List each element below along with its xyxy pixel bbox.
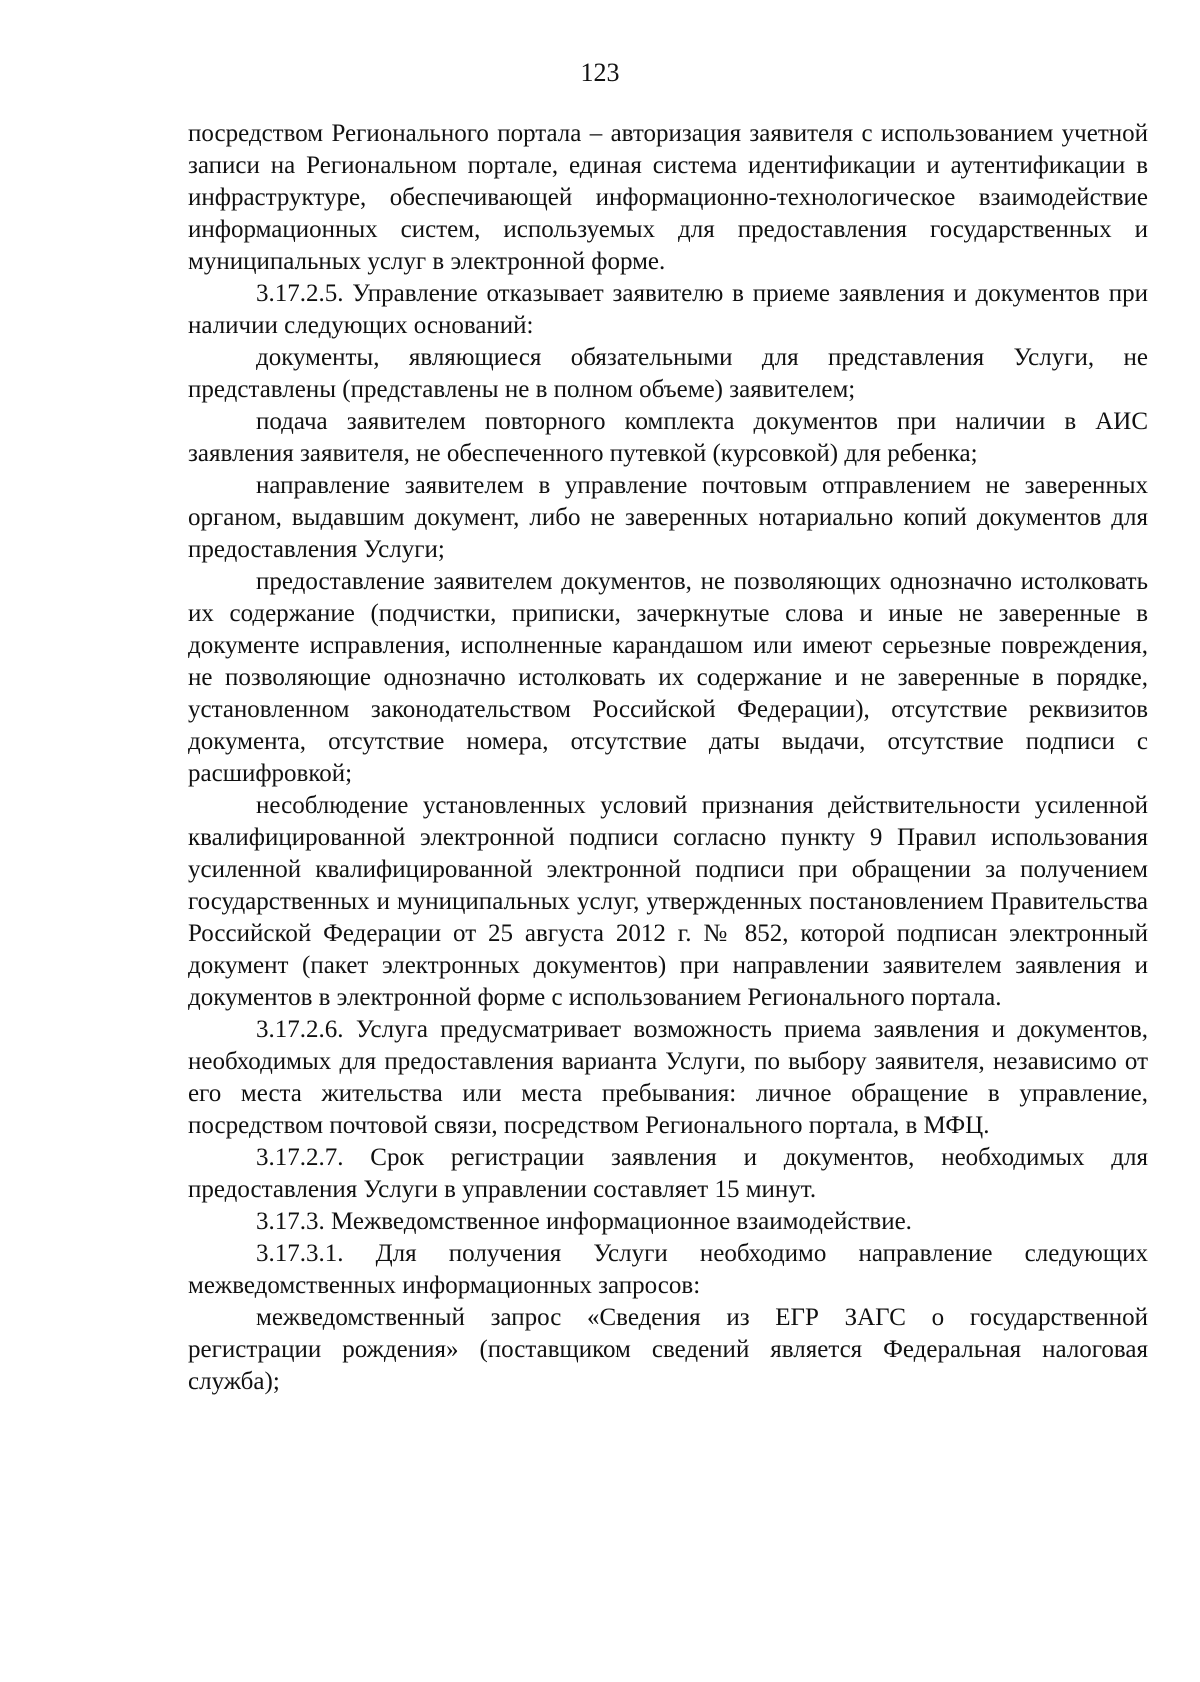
paragraph-refusal-uncertified-copies: направление заявителем в управление почтовым отправлением не заверенных органом, выдавшим документ, либо не заверенных нотариально копий документов для предоставления Услуги; (188, 472, 1148, 563)
paragraph-interagency-request-zags: межведомственный запрос «Сведения из ЕГР ЗАГС о государственной регистрации рождения» (поставщиком сведений является Федеральная налоговая служба); (188, 1304, 1148, 1395)
paragraph-portal-authorization: посредством Регионального портала – авторизация заявителя с использованием учетной записи на Региональном портале, единая система идентификации и аутентификации в инфраструктуре, обеспечивающей информационно-технологическое взаимодействие информационных систем, используемых для предоставления государственных и муниципальных услуг в электронной форме. (188, 120, 1148, 275)
paragraph-refusal-repeat-submission: подача заявителем повторного комплекта документов при наличии в АИС заявления заявителя, не обеспеченного путевкой (курсовкой) для ребенка; (188, 408, 1148, 467)
paragraph-3-17-2-5: 3.17.2.5. Управление отказывает заявителю в приеме заявления и документов при наличии следующих оснований: (188, 280, 1148, 339)
paragraph-refusal-signature-invalid: несоблюдение установленных условий признания действительности усиленной квалифицированной электронной подписи согласно пункту 9 Правил использования усиленной квалифицированной электронной подписи при обращении за получением государственных и муниципальных услуг, утвержденных постановлением Правительства Российской Федерации от 25 августа 2012 г. № 852, которой подписан электронный документ (пакет электронных документов) при направлении заявителем заявления и документов в электронной форме с использованием Регионального портала. (188, 792, 1148, 1011)
paragraph-3-17-3: 3.17.3. Межведомственное информационное взаимодействие. (256, 1208, 912, 1235)
paragraph-3-17-2-7: 3.17.2.7. Срок регистрации заявления и документов, необходимых для предоставления Услуги в управлении составляет 15 минут. (188, 1144, 1148, 1203)
paragraph-3-17-3-1: 3.17.3.1. Для получения Услуги необходимо направление следующих межведомственных информационных запросов: (188, 1240, 1148, 1299)
paragraph-3-17-2-6: 3.17.2.6. Услуга предусматривает возможность приема заявления и документов, необходимых для предоставления варианта Услуги, по выбору заявителя, независимо от его места жительства или места пребывания: личное обращение в управление, посредством почтовой связи, посредством Регионального портала, в МФЦ. (188, 1016, 1148, 1139)
page-number: 123 (580, 58, 620, 87)
paragraph-refusal-documents-not-submitted: документы, являющиеся обязательными для представления Услуги, не представлены (представлены не в полном объеме) заявителем; (188, 344, 1148, 403)
body-text (188, 118, 1148, 1398)
paragraph-refusal-ambiguous-documents: предоставление заявителем документов, не позволяющих однозначно истолковать их содержание (подчистки, приписки, зачеркнутые слова и иные не заверенные в документе исправления, исполненные карандашом или имеют серьезные повреждения, не позволяющие однозначно истолковать их содержание и не заверенные в порядке, установленном законодательством Российской Федерации), отсутствие реквизитов документа, отсутствие номера, отсутствие даты выдачи, отсутствие подписи с расшифровкой; (188, 568, 1148, 787)
